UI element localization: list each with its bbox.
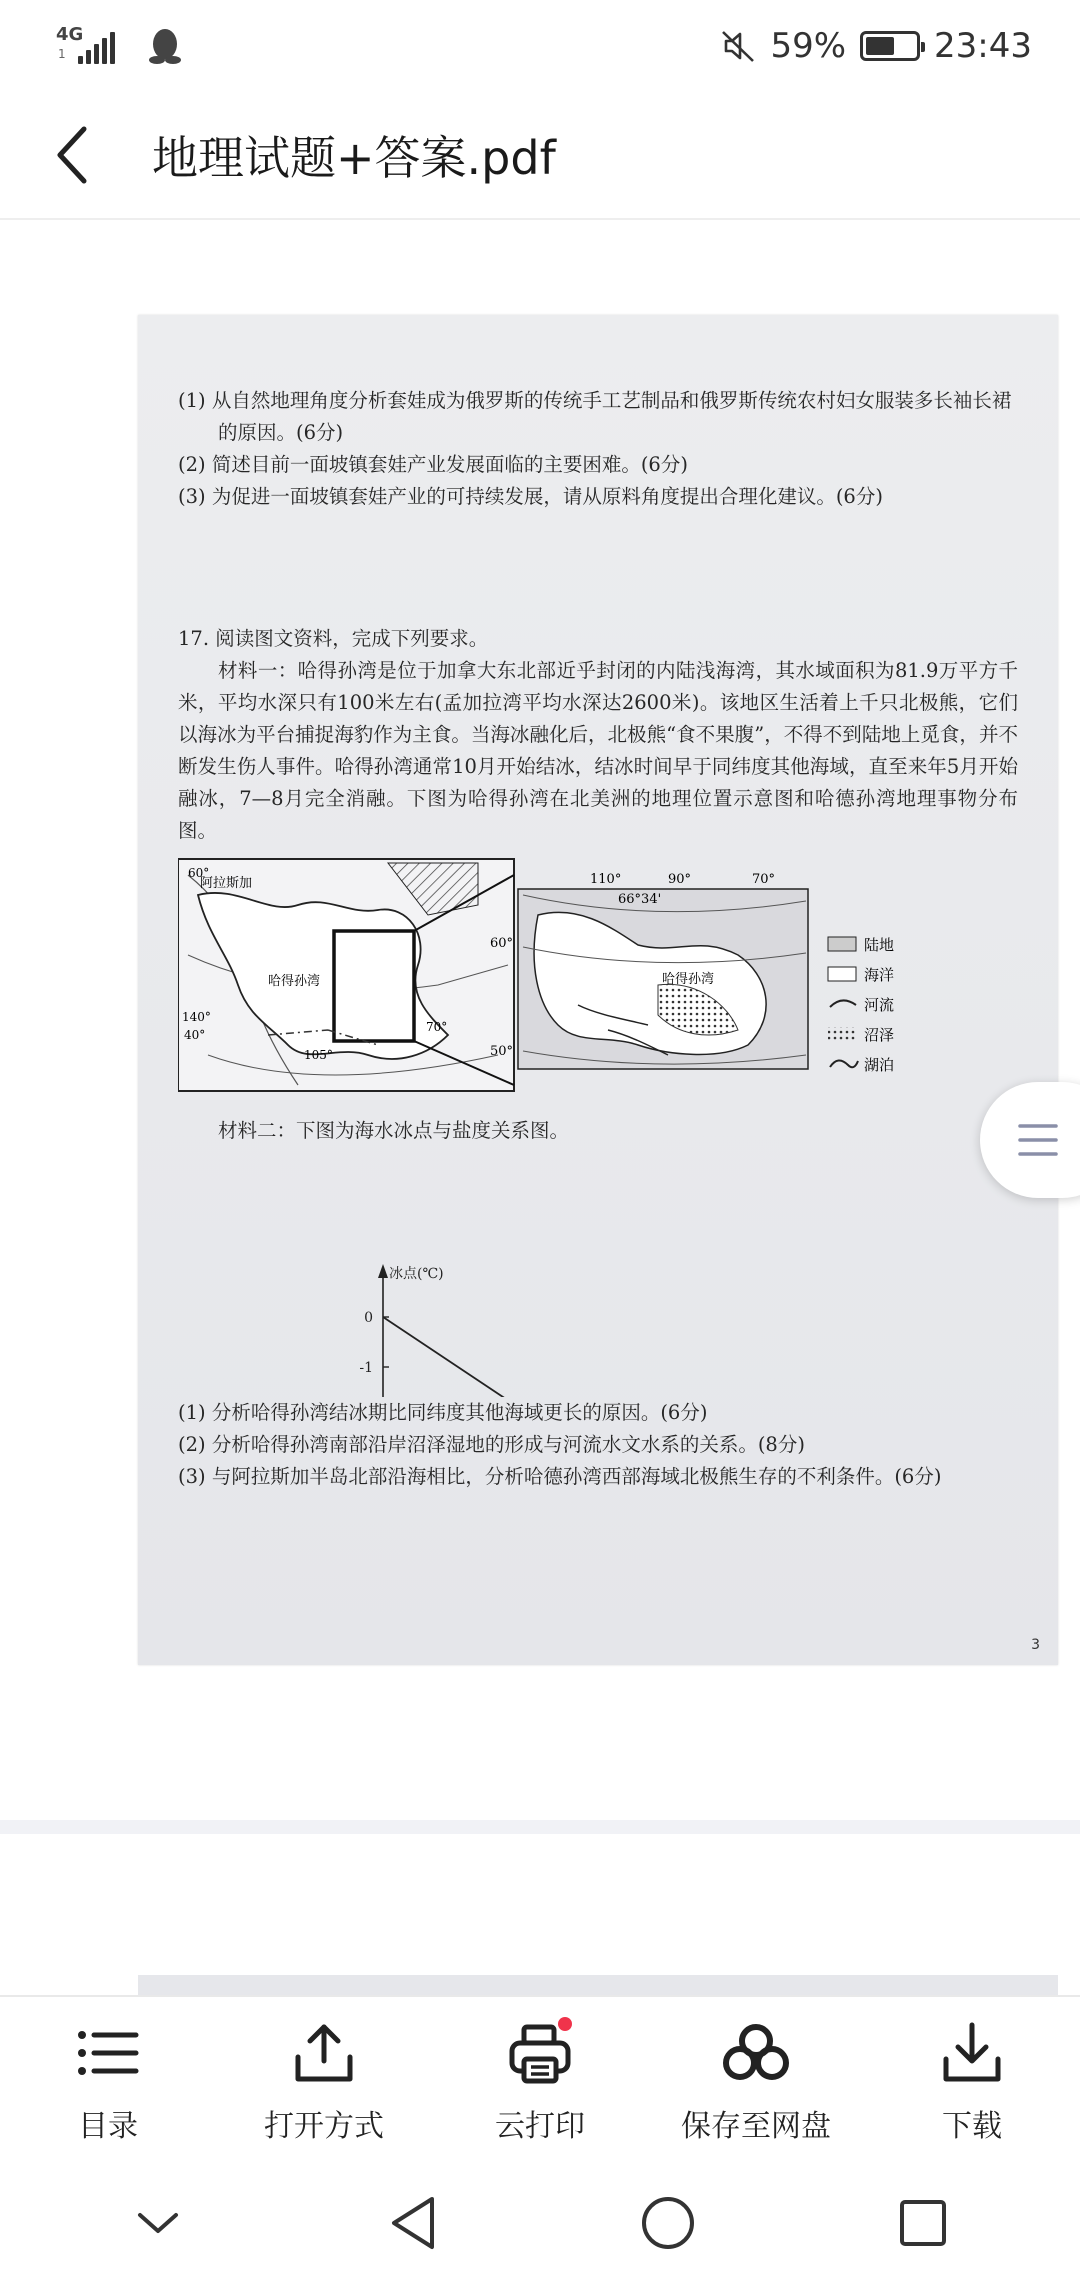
nav-recents-button[interactable]	[878, 2178, 968, 2268]
y-tick-label: 0	[364, 1310, 373, 1326]
status-bar	[0, 0, 1080, 92]
map-label: 90°	[668, 872, 692, 887]
question-line: (3) 为促进一面坡镇套娃产业的可持续发展，请从原料角度提出合理化建议。(6分)	[178, 485, 883, 508]
save-to-disk-label: 保存至网盘	[681, 2109, 831, 2144]
map-label: 105°	[304, 1048, 333, 1062]
question-line: (2) 简述目前一面坡镇套娃产业发展面临的主要困难。(6分)	[178, 453, 688, 476]
mute-icon	[720, 28, 756, 64]
legend-item: 沼泽	[864, 1026, 895, 1044]
pdf-page-next	[138, 1975, 1058, 1995]
network-sub: 1	[58, 47, 66, 61]
y-axis-label: 冰点(℃)	[389, 1266, 444, 1282]
system-navbar	[0, 2165, 1080, 2280]
question-line: (1) 分析哈得孙湾结冰期比同纬度其他海域更长的原因。(6分)	[178, 1401, 708, 1424]
map-label: 阿拉斯加	[200, 876, 253, 891]
save-to-disk-button[interactable]	[648, 1997, 864, 2165]
battery-percent: 59%	[770, 26, 847, 66]
open-with-label: 打开方式	[264, 2109, 384, 2144]
pdf-page	[138, 315, 1058, 1665]
map-hudson-bay	[490, 872, 808, 1069]
catalog-button[interactable]	[0, 1997, 216, 2165]
catalog-label: 目录	[78, 2109, 138, 2144]
recents-square-icon	[898, 2198, 948, 2248]
series-line	[383, 1317, 586, 1397]
page-content	[178, 385, 1018, 1493]
pdf-viewer[interactable]	[0, 220, 1080, 1995]
qq-penguin-icon	[148, 26, 182, 66]
map-label: 哈得孙湾	[662, 972, 715, 987]
download-button[interactable]	[864, 1997, 1080, 2165]
legend-item: 陆地	[864, 936, 895, 954]
map-label: 66°34'	[618, 892, 662, 907]
question-line: (2) 分析哈得孙湾南部沿岸沼泽湿地的形成与河流水文水系的关系。(8分)	[178, 1433, 805, 1456]
map-illustration	[178, 855, 1018, 1105]
map-label: 70°	[426, 1020, 448, 1034]
notification-dot	[558, 2017, 572, 2031]
nav-home-button[interactable]	[623, 2178, 713, 2268]
legend-item: 湖泊	[864, 1056, 895, 1074]
legend-item: 海洋	[864, 966, 895, 984]
page-separator	[0, 1820, 1080, 1834]
chevron-left-icon	[52, 125, 92, 185]
signal-icon	[56, 24, 126, 68]
map-label: 60°	[188, 866, 210, 880]
question-title: 17. 阅读图文资料，完成下列要求。	[178, 627, 489, 650]
catalog-icon	[72, 2017, 144, 2089]
cloud-print-label: 云打印	[495, 2109, 585, 2144]
map-legend	[828, 936, 894, 1074]
back-button[interactable]	[52, 91, 152, 219]
maps-figure	[178, 855, 1018, 1105]
map-label: 40°	[184, 1028, 206, 1042]
chevron-down-icon	[136, 2209, 180, 2237]
map-label: 140°	[182, 1010, 211, 1024]
back-triangle-icon	[388, 2195, 438, 2251]
network-type: 4G	[56, 24, 84, 45]
nav-back-button[interactable]	[368, 2178, 458, 2268]
freezing-point-chart	[178, 1147, 1018, 1397]
hide-navbar-button[interactable]	[113, 2178, 203, 2268]
download-label: 下载	[942, 2109, 1002, 2144]
list-icon	[1016, 1120, 1060, 1160]
battery-icon	[860, 31, 920, 61]
battery-level	[866, 37, 894, 55]
question-line: (1) 从自然地理角度分析套娃成为俄罗斯的传统手工艺制品和俄罗斯传统农村妇女服装多长袖长裙	[178, 389, 1012, 412]
map-north-america	[178, 859, 514, 1091]
clock: 23:43	[934, 26, 1032, 66]
printer-icon-wrap	[504, 2017, 576, 2089]
home-circle-icon	[640, 2195, 696, 2251]
app-header	[0, 92, 1080, 220]
map-label: 70°	[752, 872, 776, 887]
material-one: 材料一：哈得孙湾是位于加拿大东北部近乎封闭的内陆浅海湾，其水域面积为81.9万平方千米，平均水深只有100米左右(孟加拉湾平均水深达2600米)。该地区生活着上千只北极熊，它们以海冰为平台捕捉海豹作为主食。当海冰融化后，北极熊“食不果腹”，不得不到陆地上觅食，并不断发生伤人事件。哈得孙湾通常10月开始结冰，结冰时间早于同纬度其他海域，直至来年5月开始融冰，7—8月完全消融。下图为哈得孙湾在北美洲的地理位置示意图和哈德孙湾地理事物分布图。	[178, 659, 1018, 842]
download-icon	[936, 2017, 1008, 2089]
map-label: 50°	[490, 1044, 514, 1059]
map-label: 110°	[590, 872, 622, 887]
page-number: 3	[1031, 1637, 1040, 1653]
map-label: 60°	[490, 936, 514, 951]
cloud-disk-icon	[720, 2017, 792, 2089]
y-tick-label: -1	[359, 1360, 373, 1376]
chart-container	[178, 1147, 1018, 1397]
bottom-toolbar	[0, 1995, 1080, 2165]
legend-item: 河流	[864, 996, 895, 1014]
status-left	[56, 24, 182, 68]
document-title: 地理试题+答案.pdf	[152, 131, 556, 185]
map-label: 哈得孙湾	[268, 974, 321, 989]
y-axis-arrow	[378, 1264, 388, 1278]
share-icon	[288, 2017, 360, 2089]
open-with-button[interactable]	[216, 1997, 432, 2165]
cloud-print-button[interactable]	[432, 1997, 648, 2165]
status-right	[720, 26, 1032, 66]
material-two: 材料二：下图为海水冰点与盐度关系图。	[218, 1119, 570, 1142]
question-line: 的原因。(6分)	[218, 421, 344, 444]
question-line: (3) 与阿拉斯加半岛北部沿海相比，分析哈德孙湾西部海域北极熊生存的不利条件。(6分)	[178, 1465, 942, 1488]
